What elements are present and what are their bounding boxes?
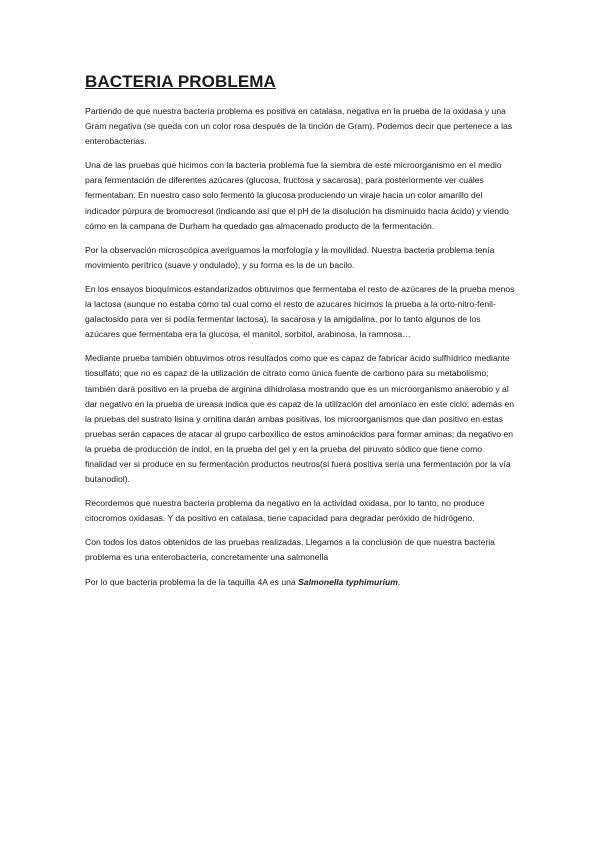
document-title: BACTERIA PROBLEMA [85, 72, 276, 91]
final-prefix: Por lo que bacteria problema la de la taquilla 4A es una [85, 576, 299, 587]
paragraph-microscopy: Por la observación microscópica averiguamos la morfología y la movilidad. Nuestra bacteria problema tenía movimiento perítrico (suave y ondulado), y su forma es la de un bacilo. [85, 244, 495, 270]
paragraph-oxidase-catalase: Recordemos que nuestra bacteria problema da negativo en la actividad oxidasa, por lo tanto, no produce citocromos oxidasas. Y da positivo en catalasa, tiene capacidad para degradar peróxido de hidrógeno. [85, 498, 485, 524]
paragraph-intro: Partiendo de que nuestra bacteria problema es positiva en catalasa, negativa en la prueba de la oxidasa y una Gram negativa (se queda con un color rosa después de la tinción de Gram). Podemos decir que pertenece a las enterobacterias. [85, 106, 513, 147]
paragraph-biochemical-tests: En los ensayos bioquímicos estandarizados obtuvimos que fermentaba el resto de azúcares de la prueba menos la lactosa (aunque no estaba cómo tal cual como el resto de azucares hicimos la prueba a la orto-nitro-fenil-galactosido para ver si podía fermentar lactosa), la sacarosa y la amigdalina, por lo tanto algunos de los azúcares que fermentaba era la glucosa, el manitol, sorbitol, arabinosa, la ramnosa… [85, 283, 515, 340]
paragraph-conclusion: Con todos los datos obtenidos de las pruebas realizadas. Llegamos a la conclusión de que nuestra bacteria problema es una enterobacteria, concretamente una salmonella [85, 537, 495, 563]
paragraph-fermentation: Una de las pruebas que hicimos con la bacteria problema fue la siembra de este microorganismo en el medio para fermentación de diferentes azúcares (glucosa, fructosa y sacarosa), para posteriormente ver cuáles fermentaban. En nuestro caso solo fermentó la glucosa produciendo un viraje hacia un color amarillo del indicador púrpura de bromocresol (indicando así que el pH de la disolución ha disminuido hacia ácido) y viendo cómo en la campana de Durham ha quedado gas almacenado producto de la fermentación. [85, 160, 509, 231]
final-suffix: . [397, 576, 401, 587]
document-page [85, 72, 515, 599]
paragraph-other-results: Mediante prueba también obtuvimos otros resultados como que es capaz de fabricar ácido sulfhídrico mediante tiosulfato; que no es capaz de la utilización de citrato como única fuente de carbono para su metabolismo; también dará positivo en la prueba de arginina dihidrolasa mostrando que es un microorganismo anaerobio y al dar negativo en la prueba de ureasa indica que es capaz de la utilización del amoníaco en este ciclo; además en la pruebas del sustrato lisina y ornitina darán ambas positivas, los microorganismos que dan positivo en estas pruebas serán capaces de atacar al grupo carboxílico de estos aminoácidos para formar aminas; da negativo en la prueba de producción de indol, en la prueba del gel y en la prueba del piruvato sódico que tiene como finalidad ver si produce en su fermentación productos neutros(si fuera positiva sería una fermentación por la vía butanodiol). [85, 353, 515, 485]
species-name: Salmonella typhimurium [298, 576, 398, 587]
paragraph-final [85, 575, 515, 590]
